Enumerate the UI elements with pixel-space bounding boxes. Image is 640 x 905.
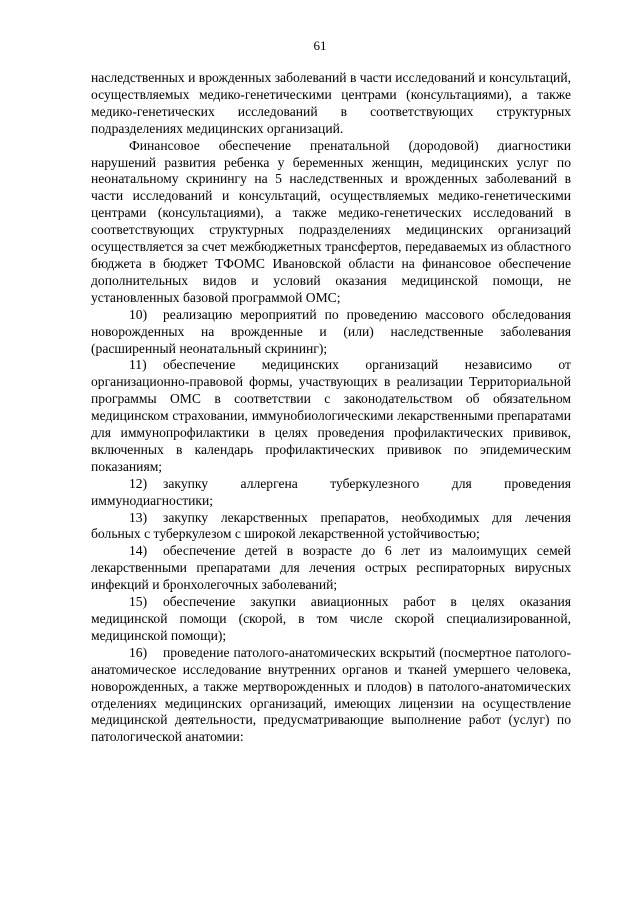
list-item-number: 11): [129, 357, 147, 373]
document-body: [91, 70, 571, 746]
paragraph-continuation: наследственных и врожденных заболеваний в части исследований и консультаций, осуществляемых медико-генетическими центрами (консультациями), а также медико-генетических исследований в соответствующих структурных подразделениях медицинских организаций.: [91, 70, 572, 136]
paragraph-financing: Финансовое обеспечение пренатальной (дородовой) диагностики нарушений развития ребенка у беременных женщин, медицинских услуг по неонатальному скринингу на 5 наследственных и врожденных заболеваний в части исследований и консультаций, осуществляемых медико-генетическими центрами (консультациями), а также медико-генетических исследований в соответствующих структурных подразделениях медицинских организаций осуществляется за счет межбюджетных трансфертов, передаваемых из областного бюджета в бюджет ТФОМС Ивановской области на финансовое обеспечение дополнительных видов и условий оказания медицинской помощи, не установленных базовой программой ОМС;: [91, 137, 571, 305]
list-item: [91, 510, 571, 544]
list-item: [91, 543, 571, 594]
list-item-text: реализацию мероприятий по проведению массового обследования новорожденных на врожденные и (или) наследственные заболевания (расширенный неонатальный скрининг);: [91, 306, 571, 356]
page-number: 61: [313, 38, 327, 53]
list-item: [91, 594, 571, 645]
list-item-text: проведение патолого-анатомических вскрытий (посмертное патолого-анатомическое исследование внутренних органов и тканей умершего человека, новорожденных, а также мертворожденных и плодов) в патолого-анатомических отделениях медицинских организаций, имеющих лицензии на осуществление медицинской деятельности, предусматривающие выполнение работ (услуг) по патологической анатомии:: [91, 644, 571, 745]
list-item-number: 12): [129, 475, 148, 491]
list-item: [91, 645, 571, 746]
list-item-number: 15): [129, 594, 148, 610]
list-item-number: 14): [129, 543, 148, 559]
list-item-text: обеспечение закупки авиационных работ в целях оказания медицинской помощи (скорой, в том числе скорой специализированной, медицинской помощи);: [91, 594, 571, 643]
list-item: [91, 307, 571, 358]
list-item: [91, 476, 571, 510]
list-item-text: обеспечение медицинских организаций независимо от организационно-правовой формы, участвующих в реализации Территориальной программы ОМС в соответствии с законодательством об обязательном медицинском страховании, иммунобиологическими лекарственными препаратами для иммунопрофилактики в целях проведения профилактических прививок, включенных в календарь профилактических прививок по эпидемическим показаниям;: [91, 357, 571, 474]
list-item-text: закупку лекарственных препаратов, необходимых для лечения больных с туберкулезом с широкой лекарственной устойчивостью;: [91, 509, 571, 542]
list-item: [91, 357, 571, 475]
list-item-number: 16): [129, 644, 148, 660]
list-item-number: 13): [129, 509, 148, 525]
list-item-number: 10): [129, 306, 148, 322]
list-item-text: закупку аллергена туберкулезного для проведения иммунодиагностики;: [91, 475, 571, 508]
list-item-text: обеспечение детей в возрасте до 6 лет из малоимущих семей лекарственными препаратами для лечения острых респираторных вирусных инфекций и бронхолегочных заболеваний;: [91, 543, 571, 593]
